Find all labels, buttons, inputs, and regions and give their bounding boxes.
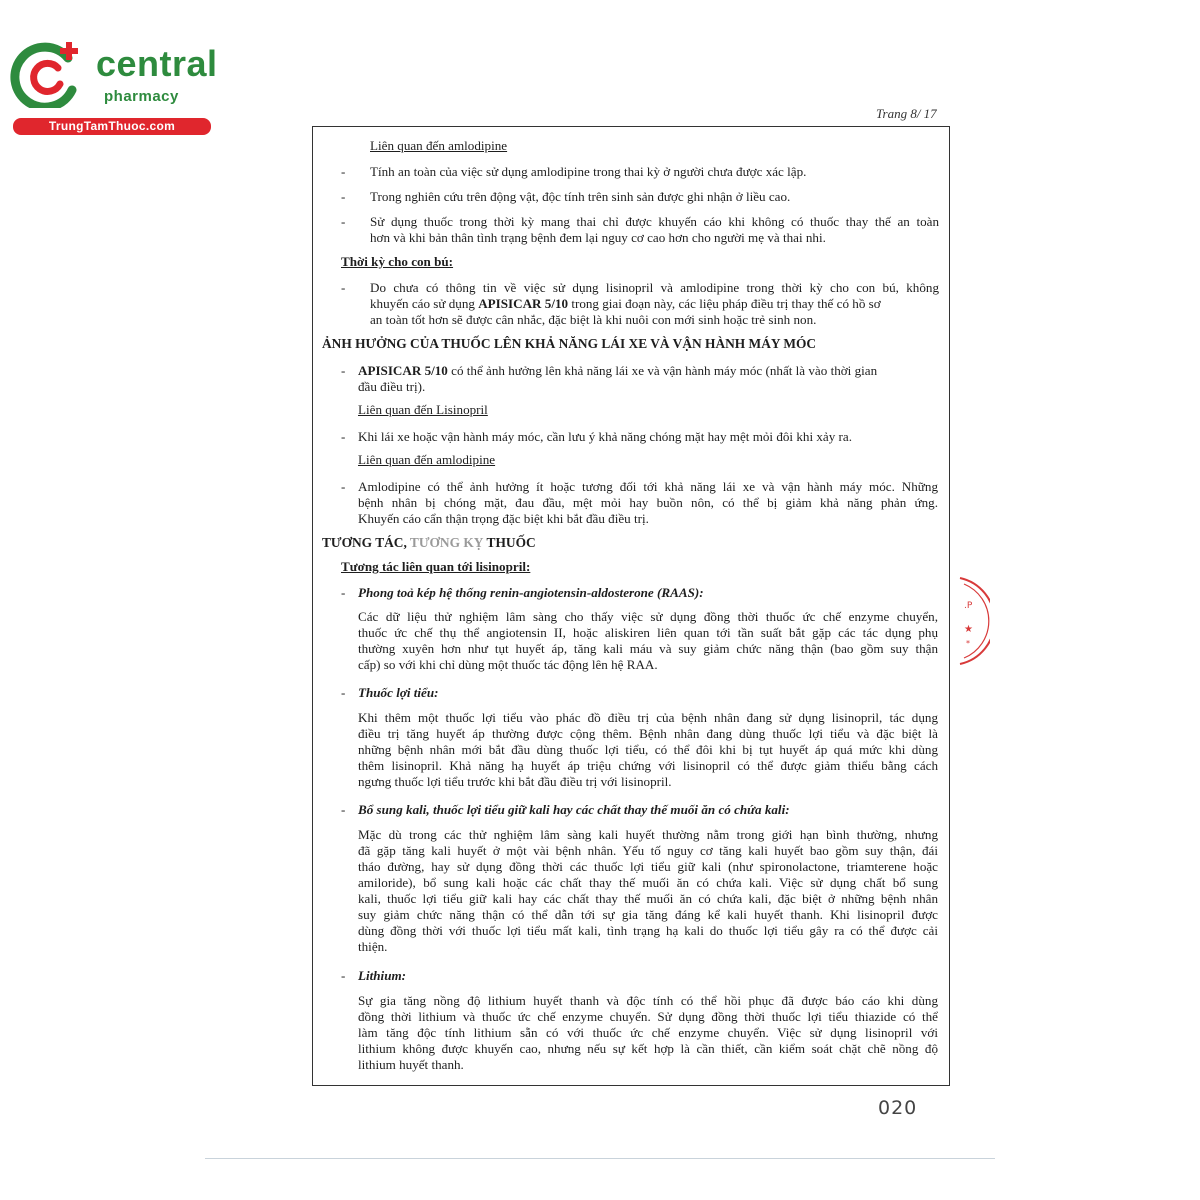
- paragraph-line: Do chưa có thông tin về việc sử dụng lisinopril và amlodipine trong thời kỳ cho con bú, không: [370, 280, 939, 295]
- bullet-dash: -: [341, 685, 346, 700]
- svg-text:*: *: [966, 639, 970, 648]
- paragraph-line: Tính an toàn của việc sử dụng amlodipine trong thai kỳ ở người chưa được xác lập.: [370, 164, 807, 179]
- interaction-title-potassium: Bổ sung kali, thuốc lợi tiểu giữ kali hay các chất thay thế muối ăn có chứa kali:: [358, 802, 790, 817]
- svg-text:.P: .P: [964, 601, 973, 611]
- pharmacy-cross-logo-icon: [10, 38, 90, 108]
- text: TƯƠNG TÁC,: [322, 535, 410, 550]
- bullet-dash: -: [341, 802, 346, 817]
- paragraph-line: ngưng thuốc lợi tiểu trước khi bắt đầu điều trị với lisinopril.: [358, 774, 672, 789]
- paragraph-line: amiloride), bổ sung kali hoặc các chất thay thế muối ăn có chứa kali. Việc sử dụng chất bổ sung: [358, 875, 938, 890]
- paragraph-line: cấp) so với khi chỉ dùng một thuốc tác động lên hệ RAA.: [358, 657, 658, 672]
- red-stamp-icon: [940, 576, 990, 666]
- bullet-dash: -: [341, 280, 346, 295]
- paragraph-line: dùng đồng thời với thuốc lợi tiểu mất kali, tình trạng hạ kali do thuốc lợi tiểu gây ra có thể được cải: [358, 923, 938, 938]
- paragraph-line: hơn và khi bản thân tình trạng bệnh đem lại nguy cơ cao hơn cho người mẹ và thai nhi.: [370, 230, 826, 245]
- paragraph-line: thêm lisinopril. Khả năng hạ huyết áp triệu chứng với lisinopril có thể được giảm thiểu bằng cách: [358, 758, 938, 773]
- bullet-dash: -: [341, 164, 346, 179]
- bullet-dash: -: [341, 429, 346, 444]
- paragraph-line: [370, 296, 881, 312]
- paragraph-line: làm tăng độc tính lithium sẵn có với thuốc ức chế enzyme chuyển. Việc sử dụng lisinopril với: [358, 1025, 938, 1040]
- bullet-dash: -: [341, 214, 346, 229]
- page-number: Trang 8/ 17: [876, 106, 937, 121]
- interaction-title-raas: Phong toả kép hệ thống renin-angiotensin-aldosterone (RAAS):: [358, 585, 704, 600]
- text: trong giai đoạn này, các liệu pháp điều trị thay thế có hồ sơ: [568, 296, 881, 311]
- paragraph-line: Mặc dù trong các thử nghiệm lâm sàng kali huyết thường nằm trong giới hạn bình thường, nhưng: [358, 827, 938, 842]
- paragraph-line: Khuyến cáo cẩn thận trọng đặc biệt khi bắt đầu điều trị.: [358, 511, 649, 526]
- product-name: APISICAR 5/10: [358, 363, 448, 378]
- footer-divider: [205, 1158, 995, 1159]
- paragraph-line: đầu điều trị).: [358, 379, 426, 394]
- paragraph-line: lithium huyết thanh.: [358, 1057, 464, 1072]
- paragraph-line: suy giảm chức năng thận có thể dẫn tới sự gia tăng đáng kể kali huyết thanh. Khi lisinopril được: [358, 907, 938, 922]
- interaction-title-lithium: Lithium:: [358, 968, 407, 983]
- document-frame: [312, 126, 950, 1086]
- bullet-dash: -: [341, 585, 346, 600]
- text: khuyến cáo sử dụng: [370, 296, 479, 311]
- product-name: APISICAR 5/10: [478, 296, 569, 311]
- text: có thể ảnh hưởng lên khả năng lái xe và vận hành máy móc (nhất là vào thời gian: [447, 363, 878, 378]
- paragraph-line: tháo đường, hay sử dụng đồng thời các thuốc lợi tiểu giữ kali (như spironolactone, triamterene hoặc: [358, 859, 938, 874]
- paragraph-line: đồng thời lithium và thuốc ức chế enzyme chuyển. Sử dụng đồng thời thuốc lợi tiểu thiazide có thể: [358, 1009, 938, 1024]
- bullet-dash: -: [341, 479, 346, 494]
- paragraph-line: kali, thuốc lợi tiểu giữ kali hay các chất thay thế muối ăn có chứa kali, đặc biệt ở những bệnh nhân: [358, 891, 938, 906]
- paragraph-line: điều trị tăng huyết áp thường được cộng thêm. Bệnh nhân đang dùng thuốc lợi tiểu và đặc biệt là: [358, 726, 938, 741]
- brand-website: TrungTamThuoc.com: [13, 118, 211, 135]
- bullet-dash: -: [341, 189, 346, 204]
- svg-text:★: ★: [964, 624, 973, 635]
- paragraph-line: lithium không được khuyến cao, nhưng nếu sự kết hợp là cần thiết, cần kiểm soát chặt chẽ nồng độ: [358, 1041, 938, 1056]
- paragraph-line: Amlodipine có thể ảnh hưởng ít hoặc tương đối tới khả năng lái xe và vận hành máy móc. Những: [358, 479, 938, 494]
- paragraph-line: bệnh nhân bị chóng mặt, đau đầu, mệt mỏi hay buồn nôn, có thể bị giảm khả năng phản ứng.: [358, 495, 938, 510]
- section-heading-interactions: [322, 535, 536, 551]
- paragraph-line: thuốc ức chế thụ thể angiotensin II, hoặc aliskiren liên quan tới tần suất bắt gặp các tác dụng phụ: [358, 625, 938, 640]
- paragraph-line: Khi thêm một thuốc lợi tiểu vào phác đồ điều trị của bệnh nhân đang sử dụng lisinopril, tác dụng: [358, 710, 938, 725]
- paragraph-line: Trong nghiên cứu trên động vật, độc tính trên sinh sản được ghi nhận ở liều cao.: [370, 189, 791, 204]
- text: THUỐC: [483, 535, 536, 550]
- paragraph-line: an toàn tốt hơn sẽ được cân nhắc, đặc biệt là khi nuôi con mới sinh hoặc trẻ sinh non.: [370, 312, 817, 327]
- paragraph-line: Khi lái xe hoặc vận hành máy móc, cần lưu ý khả năng chóng mặt hay mệt mỏi đôi khi xảy ra.: [358, 429, 852, 444]
- section-heading-driving: ẢNH HƯỞNG CỦA THUỐC LÊN KHẢ NĂNG LÁI XE VÀ VẬN HÀNH MÁY MÓC: [322, 336, 817, 351]
- paragraph-line: [358, 363, 877, 379]
- section-heading-breastfeeding: Thời kỳ cho con bú:: [341, 254, 454, 269]
- handwritten-page-number: 020: [878, 1097, 918, 1119]
- subheading-amlodipine: Liên quan đến amlodipine: [370, 138, 508, 153]
- paragraph-line: những bệnh nhân mới bắt đầu dùng thuốc lợi tiểu, có thể đôi khi bị tụt huyết áp quá mức khi dùng: [358, 742, 938, 757]
- paragraph-line: Sự gia tăng nồng độ lithium huyết thanh và độc tính có thể hồi phục đã được báo cáo khi dùng: [358, 993, 938, 1008]
- subheading-amlodipine: Liên quan đến amlodipine: [358, 452, 496, 467]
- paragraph-line: Các dữ liệu thử nghiệm lâm sàng cho thấy việc sử dụng đồng thời thuốc ức chế enzyme chuyển,: [358, 609, 938, 624]
- brand-subtitle: pharmacy: [104, 88, 179, 105]
- brand-name: central: [96, 43, 218, 84]
- central-pharmacy-logo: [10, 36, 220, 136]
- paragraph-line: đã gặp tăng kali huyết ở một vài bệnh nhân. Yếu tố nguy cơ tăng kali huyết bao gồm suy thận, đái: [358, 843, 938, 858]
- paragraph-line: thường xuyên hơn như tụt huyết áp, tăng kali máu và suy giảm chức năng thận (bao gồm suy thận: [358, 641, 938, 656]
- interaction-title-diuretics: Thuốc lợi tiểu:: [358, 685, 439, 700]
- subheading-lisinopril: Liên quan đến Lisinopril: [358, 402, 488, 417]
- bullet-dash: -: [341, 968, 346, 983]
- bullet-dash: -: [341, 363, 346, 378]
- subheading-lisinopril-interactions: Tương tác liên quan tới lisinopril:: [341, 559, 531, 574]
- paragraph-line: thiện.: [358, 939, 388, 954]
- paragraph-line: Sử dụng thuốc trong thời kỳ mang thai chỉ được khuyến cáo khi không có thuốc thay thế an toàn: [370, 214, 939, 229]
- faded-text: TƯƠNG KỴ: [409, 535, 484, 550]
